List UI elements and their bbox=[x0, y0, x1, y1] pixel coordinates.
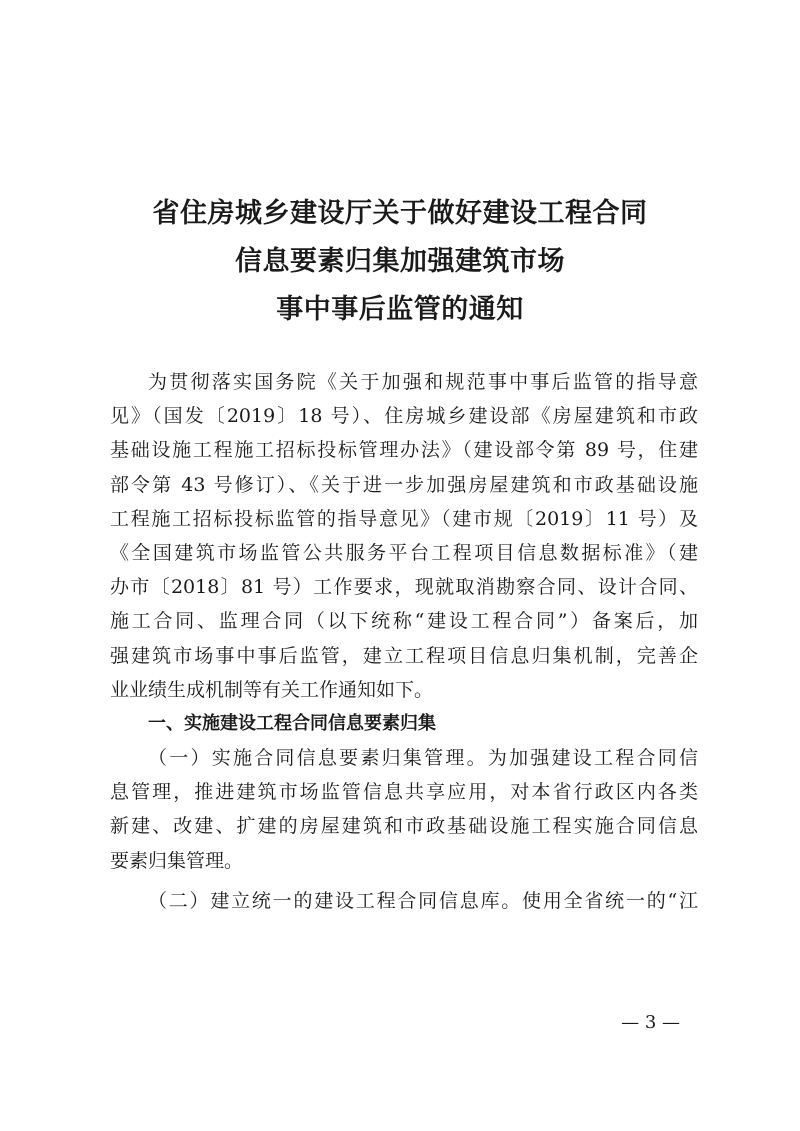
text-line: 办市〔2018〕81 号）工作要求，现就取消勘察合同、设计合同、 bbox=[110, 576, 698, 599]
page-number: — 3 — bbox=[621, 1012, 680, 1033]
title-line-1: 省住房城乡建设厅关于做好建设工程合同 bbox=[152, 198, 648, 229]
text-line: 为贯彻落实国务院《关于加强和规范事中事后监管的指导意 bbox=[148, 371, 698, 393]
paragraph-section-1-1 bbox=[110, 741, 698, 878]
text-line: 部令第 43 号修订）、《关于进一步加强房屋建筑和市政基础设施 bbox=[110, 473, 698, 496]
text-line: 工程施工招标投标监管的指导意见》（建市规〔2019〕11 号）及 bbox=[110, 507, 698, 530]
text-line: 基础设施工程施工招标投标管理办法》（建设部令第 89 号，住建 bbox=[110, 439, 698, 462]
text-line: 业业绩生成机制等有关工作通知如下。 bbox=[110, 678, 434, 701]
text-line: 见》（国发〔2019〕18 号）、住房城乡建设部《房屋建筑和市政 bbox=[110, 405, 698, 428]
title-line-3: 事中事后监管的通知 bbox=[276, 294, 524, 325]
text-line: 息管理，推进建筑市场监管信息共享应用，对本省行政区内各类 bbox=[110, 781, 698, 804]
text-line: 新建、改建、扩建的房屋建筑和市政基础设施工程实施合同信息 bbox=[110, 815, 698, 838]
text-line: 施工合同、监理合同（以下统称“建设工程合同”）备案后，加 bbox=[110, 610, 698, 633]
paragraph-section-1-2 bbox=[110, 884, 698, 918]
text-line: （一）实施合同信息要素归集管理。为加强建设工程合同信 bbox=[148, 747, 698, 770]
section-heading-1: 一、实施建设工程合同信息要素归集 bbox=[148, 712, 436, 734]
text-line: 强建筑市场事中事后监管，建立工程项目信息归集机制，完善企 bbox=[110, 644, 698, 667]
title-line-2: 信息要素归集加强建筑市场 bbox=[235, 246, 565, 277]
document-title bbox=[100, 190, 700, 334]
text-line: （二）建立统一的建设工程合同信息库。使用全省统一的“江 bbox=[148, 889, 698, 912]
paragraph-intro bbox=[110, 365, 698, 707]
text-line: 要素归集管理。 bbox=[110, 849, 244, 872]
text-line: 《全国建筑市场监管公共服务平台工程项目信息数据标准》（建 bbox=[110, 541, 698, 564]
document-body bbox=[110, 365, 698, 918]
